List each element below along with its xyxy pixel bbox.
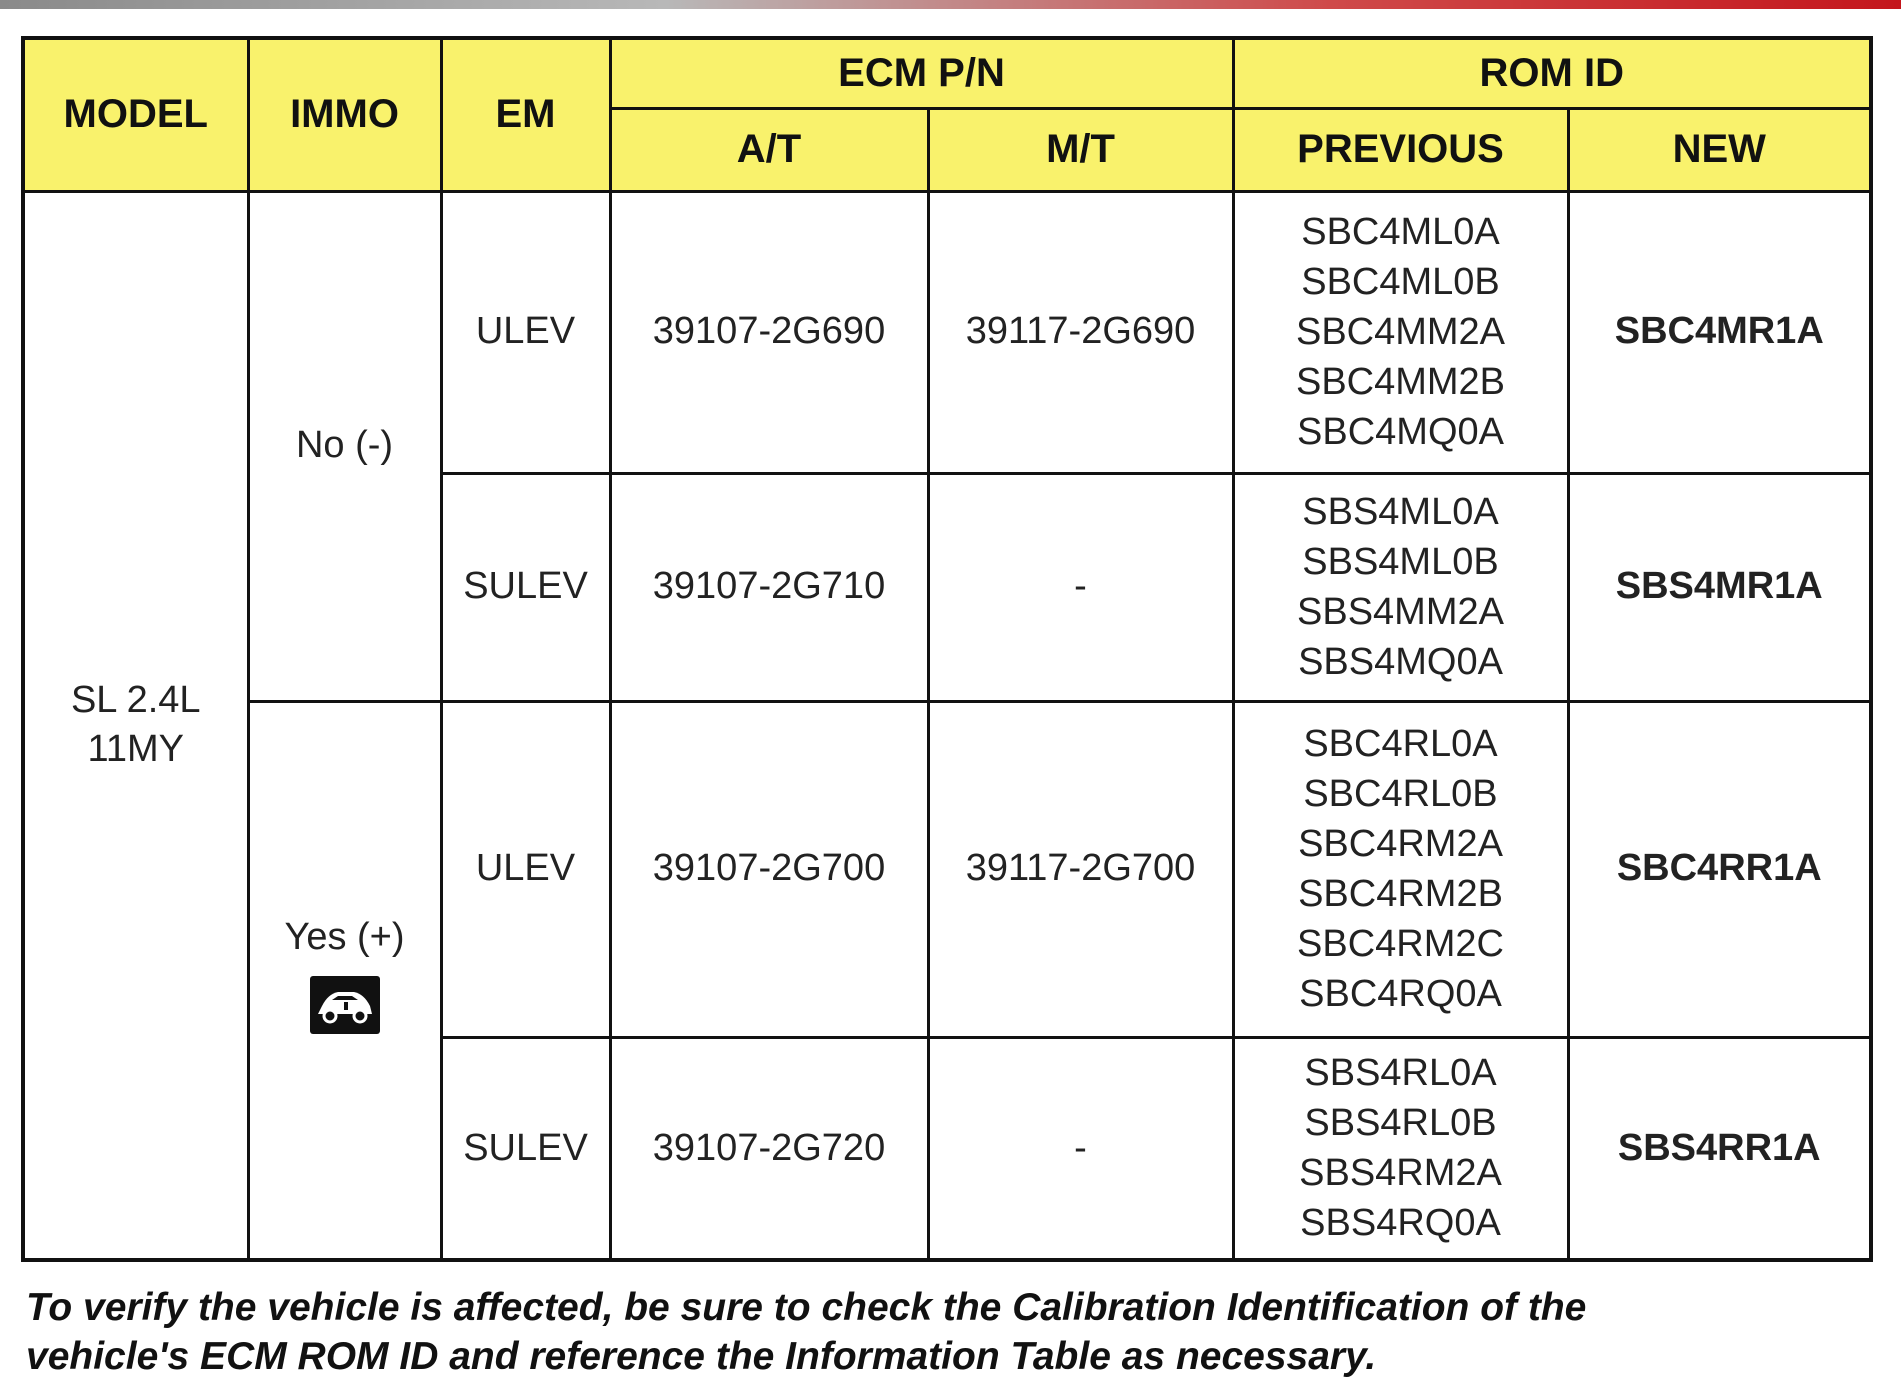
previous-rom-ids [1233, 191, 1568, 473]
immo-yes-cell [248, 701, 441, 1260]
footnote-line-1: To verify the vehicle is affected, be sure to check the Calibration Identification of the [26, 1286, 1587, 1329]
previous-rom-id: SBC4RL0A [1303, 723, 1498, 765]
new-rom-id: SBS4MR1A [1568, 473, 1871, 701]
header-at: A/T [610, 108, 928, 191]
immo-no-cell [248, 191, 441, 701]
previous-rom-id: SBC4ML0B [1301, 261, 1500, 303]
immo-yes-label: Yes (+) [284, 915, 405, 958]
mt-part-number: - [928, 473, 1233, 701]
previous-rom-id: SBS4ML0B [1302, 541, 1499, 583]
table-row [23, 191, 1871, 473]
header-rom-id: ROM ID [1233, 38, 1871, 108]
em-cell: ULEV [441, 701, 610, 1037]
header-model: MODEL [23, 38, 248, 191]
model-name: SL 2.4L [70, 678, 201, 721]
header-new: NEW [1568, 108, 1871, 191]
immo-no-label: No (-) [295, 424, 394, 467]
previous-rom-id: SBS4MM2A [1297, 591, 1504, 633]
header-em: EM [441, 38, 610, 191]
at-part-number: 39107-2G710 [610, 473, 928, 701]
previous-rom-id: SBS4RQ0A [1300, 1202, 1501, 1245]
header-ecm-pn: ECM P/N [610, 38, 1233, 108]
previous-rom-id: SBC4ML0A [1301, 211, 1500, 253]
previous-rom-id: SBS4RL0B [1304, 1102, 1497, 1145]
immobilizer-car-icon [310, 976, 380, 1034]
model-year: 11MY [87, 728, 184, 771]
previous-rom-id: SBC4MM2B [1295, 361, 1506, 403]
model-cell [23, 191, 248, 1260]
previous-rom-id: SBC4RM2A [1298, 823, 1503, 865]
footnote [26, 1283, 1826, 1381]
previous-rom-id: SBS4MQ0A [1298, 641, 1503, 683]
previous-rom-id: SBC4MQ0A [1297, 411, 1504, 453]
previous-rom-id: SBS4RL0A [1304, 1052, 1497, 1095]
table-row [23, 701, 1871, 1037]
mt-part-number: - [928, 1037, 1233, 1260]
at-part-number: 39107-2G720 [610, 1037, 928, 1260]
em-cell: SULEV [441, 1037, 610, 1260]
previous-rom-id: SBS4ML0A [1302, 491, 1499, 533]
new-rom-id: SBC4RR1A [1568, 701, 1871, 1037]
em-cell: SULEV [441, 473, 610, 701]
em-cell: ULEV [441, 191, 610, 473]
previous-rom-ids [1233, 473, 1568, 701]
mt-part-number: 39117-2G700 [928, 701, 1233, 1037]
previous-rom-id: SBC4MM2A [1295, 311, 1506, 353]
at-part-number: 39107-2G700 [610, 701, 928, 1037]
previous-rom-ids [1233, 701, 1568, 1037]
new-rom-id: SBS4RR1A [1568, 1037, 1871, 1260]
previous-rom-id: SBC4RQ0A [1299, 973, 1502, 1015]
at-part-number: 39107-2G690 [610, 191, 928, 473]
header-previous: PREVIOUS [1233, 108, 1568, 191]
previous-rom-id: SBC4RM2C [1297, 923, 1504, 965]
mt-part-number: 39117-2G690 [928, 191, 1233, 473]
previous-rom-id: SBC4RL0B [1303, 773, 1498, 815]
new-rom-id: SBC4MR1A [1568, 191, 1871, 473]
ecm-rom-id-table [21, 36, 1873, 1262]
top-decorative-rule [0, 0, 1901, 9]
previous-rom-id: SBC4RM2B [1298, 873, 1503, 915]
header-mt: M/T [928, 108, 1233, 191]
previous-rom-ids [1233, 1037, 1568, 1260]
header-immo: IMMO [248, 38, 441, 191]
footnote-line-2: vehicle's ECM ROM ID and reference the Information Table as necessary. [26, 1335, 1377, 1378]
previous-rom-id: SBS4RM2A [1299, 1152, 1502, 1195]
